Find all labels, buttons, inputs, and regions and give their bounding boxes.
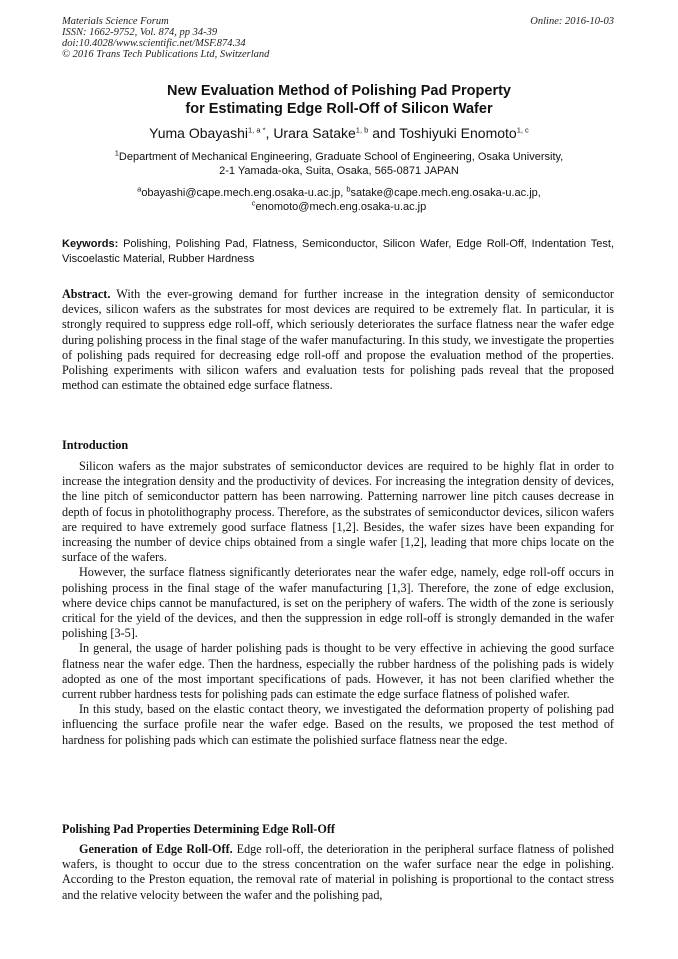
email-marker-b: b [346, 184, 351, 194]
title-line-1: New Evaluation Method of Polishing Pad Property [166, 83, 511, 99]
email-marker-a: a [137, 184, 142, 194]
copyright-line: © 2016 Trans Tech Publications Ltd, Switzerland [62, 49, 270, 60]
paragraph-text: Edge roll-off, the deterioration in the peripheral surface flatness of polished wafers, is thought to occur due to the stress concentration on the wafer surface near the edge in polishing. According to the Preston equation, the removal rate of material in polishing is proportional to the contact stress and the relative velocity between the wafer and the polishing pad, [62, 842, 614, 902]
email-c: enomoto@mech.eng.osaka-u.ac.jp [255, 201, 427, 213]
keywords-text: Polishing, Polishing Pad, Flatness, Semiconductor, Silicon Wafer, Edge Roll-Off, Indentation Test, Viscoelastic Material, Rubber Hardness [62, 238, 614, 265]
author-3: Toshiyuki Enomoto [399, 125, 517, 141]
paragraph: In this study, based on the elastic contact theory, we investigated the deformation property of polishing pad influencing the surface profile near the wafer edge. Based on the results, we proposed the test method of hardness for polishing pads which can estimate the polishied surface flatness near the edge. [62, 702, 614, 747]
affiliation-line-1: $^1$Department of Mechanical Engineering, Graduate School of Engineering, Osaka University, [114, 148, 564, 163]
section-heading: Polishing Pad Properties Determining Edge Roll-Off [62, 822, 335, 836]
author-1: Yuma Obayashi [149, 125, 249, 141]
doi-line: doi:10.4028/www.scientific.net/MSF.874.34 [62, 38, 246, 49]
introduction-heading: Introduction [62, 438, 129, 452]
author-3-marker: 1, c [516, 125, 529, 135]
paragraph: In general, the usage of harder polishing pads is thought to be very effective in achieving the good surface flatness near the wafer edge. Then the hardness, especially the rubber hardness of the polishing pads is widely adopted as one of the most important specifications of pads. However, it has not been clarified whether the current rubber hardness tests for polishing pads can estimate the edge surface flatness of polished wafer. [62, 641, 614, 702]
section-body [62, 842, 614, 903]
keywords-label: Keywords: [62, 238, 119, 250]
author-2: Urara Satake [273, 125, 356, 141]
title-line-2: for Estimating Edge Roll-Off of Silicon Wafer [185, 101, 493, 117]
affiliation-line-2: 2-1 Yamada-oka, Suita, Osaka, 565-0871 JAPAN [219, 165, 459, 177]
subsection-label: Generation of Edge Roll-Off. [79, 842, 233, 856]
paragraph: Silicon wafers as the major substrates of semiconductor devices are required to be highly flat in order to increase the integration density and the productivity of devices. For increasing the integration density of devices, the line pitch of semiconductor pattern has been narrowing. Patterning narrower line pitch causes decrease in depth of focus in photolithography process. Therefore, as the substrates of semiconductor devices, silicon wafers are required to have extremely good surface flatness [1,2]. Besides, the wafer sizes have been expanding for increasing the number of device chips obtained from a single wafer [1,2], leading that more chips locate on the surface of the wafers. [62, 459, 614, 565]
introduction-body [62, 459, 614, 748]
abstract-text: With the ever-growing demand for further increase in the integration density of semiconductor devices, silicon wafers as the substrates for most devices are required to be extremely flat. In particular, it is strongly required to suppress edge roll-off, which seriously deteriorates the surface flatness near the wafer edge during polishing process in the final stage of the wafer manufacturing. In this study, we investigate the properties of polishing pads required for decreasing edge roll-off and propose the evaluation method of the properties. Polishing experiments with silicon wafers and evaluation tests for polishing pads reveal that the proposed method can estimate the obtained edge surface flatness. [62, 287, 614, 393]
author-list [62, 124, 616, 142]
email-line-2 [62, 200, 616, 214]
author-separator: , [265, 125, 274, 141]
email-line-1 [62, 186, 616, 200]
journal-name: Materials Science Forum [62, 16, 169, 27]
paragraph [62, 842, 614, 903]
online-date: Online: 2016-10-03 [530, 16, 614, 27]
abstract [62, 287, 614, 393]
author-1-marker: 1, a * [248, 125, 266, 135]
email-a: obayashi@cape.mech.eng.osaka-u.ac.jp, [141, 187, 347, 199]
issn-line: ISSN: 1662-9752, Vol. 874, pp 34-39 [62, 27, 218, 38]
paragraph: However, the surface flatness significantly deteriorates near the wafer edge, namely, edge roll-off occurs in polishing process in the final stage of the wafer manufacturing [1,3]. Therefore, the zone of edge exclusion, where device chips cannot be manufactured, is set on the periphery of wafers. The width of the zone is seriously critical for the yield of the devices, and then the suppression in edge roll-off is strongly demanded in the wafer polishing [3-5]. [62, 565, 614, 641]
paper-title [62, 82, 616, 118]
journal-header [62, 16, 614, 60]
author-2-marker: 1, b [355, 125, 369, 135]
email-b: satake@cape.mech.eng.osaka-u.ac.jp, [350, 187, 541, 199]
author-emails [62, 186, 616, 214]
affiliation-marker: 1 [114, 148, 119, 158]
author-separator: and [368, 125, 400, 141]
keywords [62, 237, 614, 267]
email-marker-c: c [251, 198, 256, 208]
affiliation [62, 150, 616, 178]
abstract-label: Abstract. [62, 287, 111, 301]
